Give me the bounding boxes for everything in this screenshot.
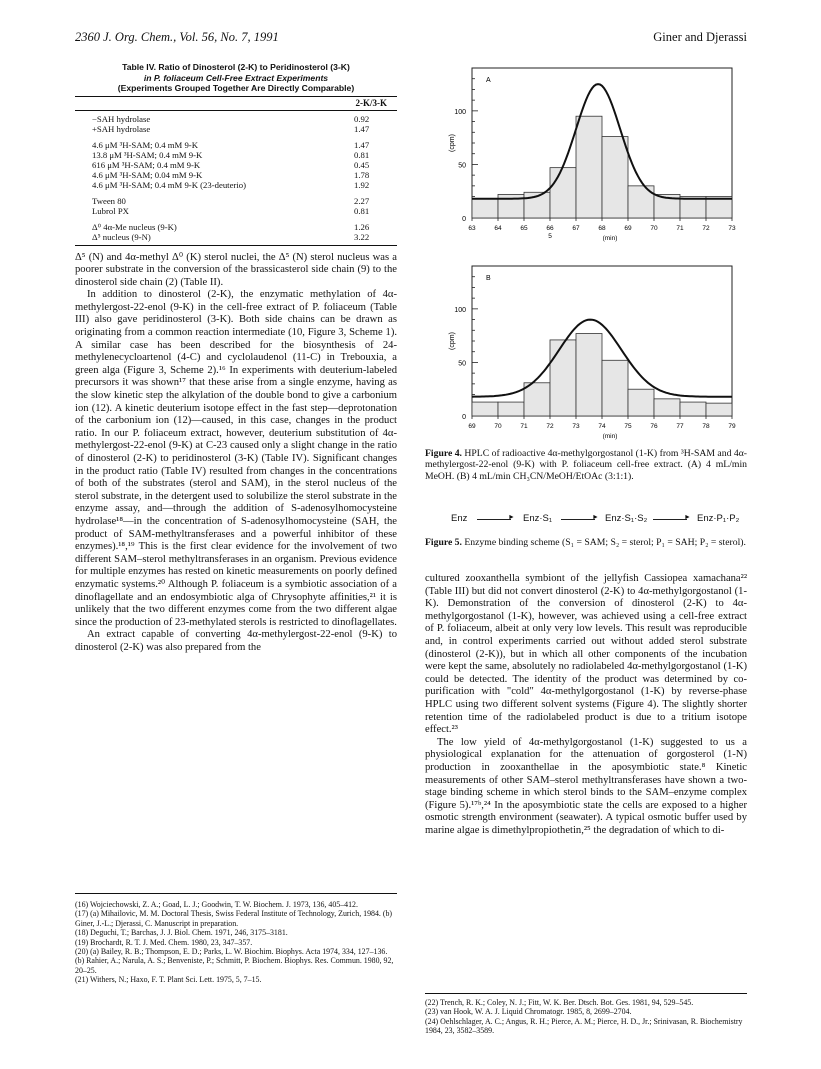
footnote: (21) Withers, N.; Haxo, F. T. Plant Sci. Lett. 1975, 5, 7–15.	[75, 975, 262, 985]
table-cell-ratio: 2.27	[354, 195, 370, 206]
table-cell-condition: +SAH hydrolase	[92, 123, 151, 134]
histogram-bar	[680, 197, 706, 218]
histogram-bar	[654, 399, 680, 416]
table-cell-condition: −SAH hydrolase	[92, 113, 151, 124]
histogram-bar	[628, 389, 654, 416]
table-cell-ratio: 0.92	[354, 113, 370, 124]
table-cell-ratio: 1.47	[354, 123, 370, 134]
author-names: Giner and Djerassi	[653, 30, 747, 44]
x-tick-label: 78	[702, 423, 710, 430]
y-tick-label: 100	[454, 108, 466, 116]
paragraph: cultured zooxanthella symbiont of the jellyfish Cassiopea xamachana²² (Table III) but did not convert dinosterol (2-K) to 4α-methylgorgostanol (1-K). Demonstration of the conversion of dinosterol (2-K) to 4α-methylgorgostanol (1-K), however, was achieved using a cell-free extract of P. foliaceum, albeit at only very low levels. This result was reproducible and, in control experiments carried out without added sterol substrate (dinosterol (2-K)), but in which all other components of the incubation were kept the same, absolutely no radiolabeled 4α-methylgorgostanol (1-K) could be detected. The identity of the product was determined by co-purification with "cold" 4α-methylgorgostanol (1-K) by reverse-phase HPLC using two different solvent systems (Figure 4). The slightly shorter retention time of the radiolabeled product is due to a tritium isotope effect.²³	[425, 573, 747, 736]
histogram-bar	[550, 168, 576, 218]
table-row	[75, 196, 397, 206]
table-caption-line: (Experiments Grouped Together Are Directly Comparable)	[117, 83, 355, 93]
left-footnotes	[75, 900, 397, 985]
running-header	[75, 30, 747, 48]
histogram-bar	[576, 116, 602, 218]
table-row	[75, 140, 397, 150]
table-cell-condition: Tween 80	[92, 195, 126, 206]
x-tick-label: 79	[728, 423, 736, 430]
table-cell-condition: 4.6 μM ³H-SAM; 0.4 mM 9-K	[92, 139, 198, 150]
right-body-text	[425, 573, 747, 837]
histogram-bar	[706, 403, 732, 416]
paragraph: An extract capable of converting 4α-methylergost-22-enol (9-K) to dinosterol (2-K) was also prepared from the	[75, 629, 397, 653]
scheme-item: Enz·S₁·S₂	[605, 513, 648, 524]
scheme-item: Enz·S₁	[523, 513, 553, 524]
footnote: (20) (a) Bailey, R. B.; Thompson, E. D.; Parks, L. W. Biochim. Biophys. Acta 1974, 334, 127–136. (b) Rahier, A.; Narula, A. S.; Benveniste, P.; Schmitt, P. Biochem. Biophys. Res. Commun. 1980, 92, 20–25.	[75, 947, 394, 975]
left-column	[75, 62, 397, 655]
y-tick-label: 0	[462, 216, 466, 223]
panel-label: A	[486, 77, 491, 84]
histogram-bar	[498, 402, 524, 416]
histogram-bar	[472, 199, 498, 218]
x-tick-label: 73	[572, 423, 580, 430]
table-row	[75, 206, 397, 216]
table-cell-condition: 13.8 μM ³H-SAM; 0.4 mM 9-K	[92, 149, 203, 160]
table-cell-condition: 4.6 μM ³H-SAM; 0.4 mM 9-K (23-deuterio)	[92, 179, 246, 190]
table-caption-line: Table IV. Ratio of Dinosterol (2-K) to Peridinosterol (3-K)	[122, 62, 350, 72]
table-caption-line: in P. foliaceum Cell-Free Extract Experiments	[143, 72, 329, 83]
x-tick-label: 69	[468, 423, 476, 430]
table-cell-ratio: 0.81	[354, 149, 370, 160]
table-bottom-rule	[75, 245, 397, 246]
figure5-text: Enzyme binding scheme (S₁ = SAM; S₂ = sterol; P₁ = SAH; P₂ = sterol).	[461, 537, 746, 548]
arrow-head: ►	[592, 514, 599, 521]
histogram-bar	[472, 402, 498, 416]
table-cell-ratio: 1.78	[354, 169, 370, 180]
table-cell-ratio: 3.22	[354, 231, 370, 242]
table-cell-ratio: 1.47	[354, 139, 370, 150]
table-row	[75, 150, 397, 160]
footnote: (17) (a) Mihailovic, M. M. Doctoral Thesis, Swiss Federal Institute of Technology, Zurich, 1984. (b) Giner, J.-L.; Djerassi, C. Manuscript in preparation.	[75, 909, 393, 928]
table-cell-condition: Δ⁰ 4α-Me nucleus (9-K)	[92, 221, 177, 232]
x-tick-label: 63	[468, 225, 476, 232]
enzyme-binding-scheme	[445, 513, 740, 529]
panel-label: B	[486, 275, 491, 282]
scheme-item: Enz	[451, 513, 468, 524]
footnote: (24) Oehlschlager, A. C.; Angus, R. H.; Pierce, A. M.; Pierce, H. D., Jr.; Srinivasan, R. Biochemistry 1984, 23, 3582–3589.	[425, 1016, 743, 1036]
figure4-caption	[425, 448, 747, 482]
table-row	[75, 180, 397, 190]
y-tick-label: 100	[454, 306, 466, 314]
scheme-arrow	[477, 519, 511, 520]
figure4-label: Figure 4.	[425, 448, 462, 459]
right-footnotes	[425, 998, 747, 1036]
x-tick-label: 68	[598, 225, 606, 232]
y-axis-label: (cpm)	[449, 134, 456, 152]
scheme-arrow	[561, 519, 595, 520]
table-row	[75, 232, 397, 242]
footnote-rule	[425, 993, 747, 994]
x-tick-label: 64	[494, 225, 502, 232]
histogram-bar	[550, 340, 576, 416]
table-row	[75, 222, 397, 232]
arrow-head: ►	[508, 514, 515, 521]
x-tick-label: 74	[598, 423, 606, 430]
figure5-caption	[425, 537, 747, 548]
x-tick-label: 71	[520, 423, 528, 430]
table-cell-condition: Δ⁵ nucleus (9-N)	[92, 231, 151, 242]
table-column-header: 2-K/3-K	[355, 98, 387, 108]
footnote: (19) Brochardt, R. T. J. Med. Chem. 1980, 23, 347–357.	[75, 937, 253, 947]
x-tick-label: 71	[676, 225, 684, 232]
table-caption	[75, 62, 397, 94]
y-tick-label: 50	[458, 162, 466, 170]
table-cell-ratio: 1.92	[354, 179, 370, 190]
histogram-bar	[524, 383, 550, 416]
table-row	[75, 114, 397, 124]
x-tick-label: 72	[546, 423, 554, 430]
hplc-chart-a	[440, 58, 740, 243]
paragraph: In addition to dinosterol (2-K), the enzymatic methylation of 4α-methylergost-22-enol (9-K) in the cell-free extract of P. foliaceum (Table III) also gave peridinosterol (3-K). Both side chains can be drawn as originating from a common reaction intermediate (10, Figure 3, Scheme 1). A similar case has been described for the biosynthesis of 24-methylenecycloartenol (4-C) and cyclolaudenol (11-C) in Trebouxia, a green alga (Figure 3, Scheme 2).¹⁶ In experiments with deuterium-labeled precursors it was shown¹⁷ that these arise from a single enzyme, having as the slow kinetic step the alkylation of the double bond to give a carbonium ion (12). A kinetic deuterium isotope effect in the fast step—deprotonation of the carbonium ion (12)—caused, in this case, changes in the product ratio. In our P. foliaceum extract, however, deuterium substitution of 4α-methylergost-22-enol (9-K) at C-23 caused only a slight change in the ratio of dinosterol (2-K) to peridinosterol (3-K) (Table IV). Significant changes in the product ratio (Table IV) resulted from changes in the concentrations of both of the substrates (sterol and SAM), in the sterol nucleus of the sterol substrate, in the detergent used to solubilize the sterol substrate in the enzyme assay, and—through the addition of S-adenosylhomocysteine hydrolase¹⁸—in the concentration of S-adenosylhomocysteine (SAH, the product of SAM-methyltransferases and a powerful inhibitor of these enzymes).¹⁸,¹⁹ This is the first clear evidence for the involvement of two different SAM–sterol methyltransferases in an organism. Previous evidence for multiple enzymes has rested on kinetic measurements on poorly defined enzymatic systems.²⁰ Although P. foliaceum is a symbiotic association of a dinoflagellate and an endosymbiotic alga of Chrysophyte affinities,²¹ it is unlikely that the two different enzymes come from the two different algae since the production of 23-methylated sterols is restricted to dinoflagellates.	[75, 289, 397, 628]
table-cell-condition: Lubrol PX	[92, 205, 129, 216]
x-tick-label: 65	[520, 225, 528, 232]
table-row	[75, 170, 397, 180]
figure4-text: HPLC of radioactive 4α-methylgorgostanol (1-K) from ³H-SAM and 4α-methylergost-22-enol (9-K) with P. foliaceum cell-free extract. (A) 4 mL/min MeOH. (B) 4 mL/min CH₃CN/MeOH/EtOAc (3:1:1).	[425, 448, 747, 482]
table-cell-ratio: 0.45	[354, 159, 370, 170]
paragraph: The low yield of 4α-methylgorgostanol (1-K) suggested to us a physiological explanation for the attenuation of gorgosterol (1-N) production in zooxanthellae in the aposymbiotic state.⁸ Kinetic measurements of other SAM–sterol methyltransferases have shown a two-stage binding scheme in which sterol binds to the SAM–enzyme complex (Figure 5).¹⁷ᵇ,²⁴ In the aposymbiotic state the cells are exposed to a higher osmotic strength environment (seawater). A typical osmotic buffer used by marine algae is dimethylpropiothetin,²⁵ the degradation of which to di-	[425, 736, 747, 836]
table-cell-condition: 4.6 μM ³H-SAM; 0.04 mM 9-K	[92, 169, 203, 180]
histogram-bar	[680, 402, 706, 416]
x-tick-label: 5	[548, 233, 552, 240]
footnote: (16) Wojciechowski, Z. A.; Goad, L. J.; Goodwin, T. W. Biochem. J. 1973, 136, 405–412.	[75, 900, 358, 909]
y-axis-label: (cpm)	[449, 332, 456, 350]
table-cell-condition: 616 μM ³H-SAM; 0.4 mM 9-K	[92, 159, 201, 170]
x-tick-label: 72	[702, 225, 710, 232]
histogram-bar	[602, 137, 628, 218]
x-tick-label: 75	[624, 423, 632, 430]
table-body	[75, 111, 397, 242]
x-tick-label: 77	[676, 423, 684, 430]
x-tick-label: 73	[728, 225, 736, 232]
footnote-rule	[75, 893, 397, 894]
scheme-arrow	[653, 519, 687, 520]
x-tick-label: 69	[624, 225, 632, 232]
scheme-item: Enz·P₁·P₂	[697, 513, 740, 524]
x-tick-label: 66	[546, 225, 554, 232]
x-axis-label: (min)	[602, 235, 618, 242]
table-cell-ratio: 1.26	[354, 221, 370, 232]
x-tick-label: 67	[572, 225, 580, 232]
table-cell-ratio: 0.81	[354, 205, 370, 216]
y-tick-label: 0	[462, 414, 466, 421]
journal-citation: 2360 J. Org. Chem., Vol. 56, No. 7, 1991	[75, 30, 279, 44]
histogram-bar	[602, 360, 628, 416]
footnote: (23) van Hook, W. A. J. Liquid Chromatogr. 1985, 8, 2699–2704.	[425, 1007, 632, 1017]
table-row	[75, 160, 397, 170]
histogram-bar	[576, 334, 602, 417]
histogram-bar	[706, 197, 732, 218]
paragraph: Δ⁵ (N) and 4α-methyl Δ⁰ (K) sterol nuclei, the Δ⁵ (N) sterol nucleus was a poorer substrate in the conversion of the brassicasterol side chain (9) to the dinosterol side chain (2) (Table II).	[75, 251, 397, 288]
x-axis-label: (min)	[602, 433, 618, 440]
hplc-chart-b	[440, 256, 740, 446]
x-tick-label: 76	[650, 423, 658, 430]
table-row	[75, 124, 397, 134]
footnote: (18) Deguchi, T.; Barchas, J. J. Biol. Chem. 1971, 246, 3175–3181.	[75, 928, 288, 938]
footnote: (22) Trench, R. K.; Coley, N. J.; Fitt, W. K. Ber. Dtsch. Bot. Ges. 1981, 94, 529–545.	[425, 998, 694, 1007]
arrow-head: ►	[684, 514, 691, 521]
figure5-label: Figure 5.	[425, 537, 462, 548]
left-body-text	[75, 252, 397, 655]
x-tick-label: 70	[494, 423, 502, 430]
x-tick-label: 70	[650, 225, 658, 232]
y-tick-label: 50	[458, 360, 466, 368]
